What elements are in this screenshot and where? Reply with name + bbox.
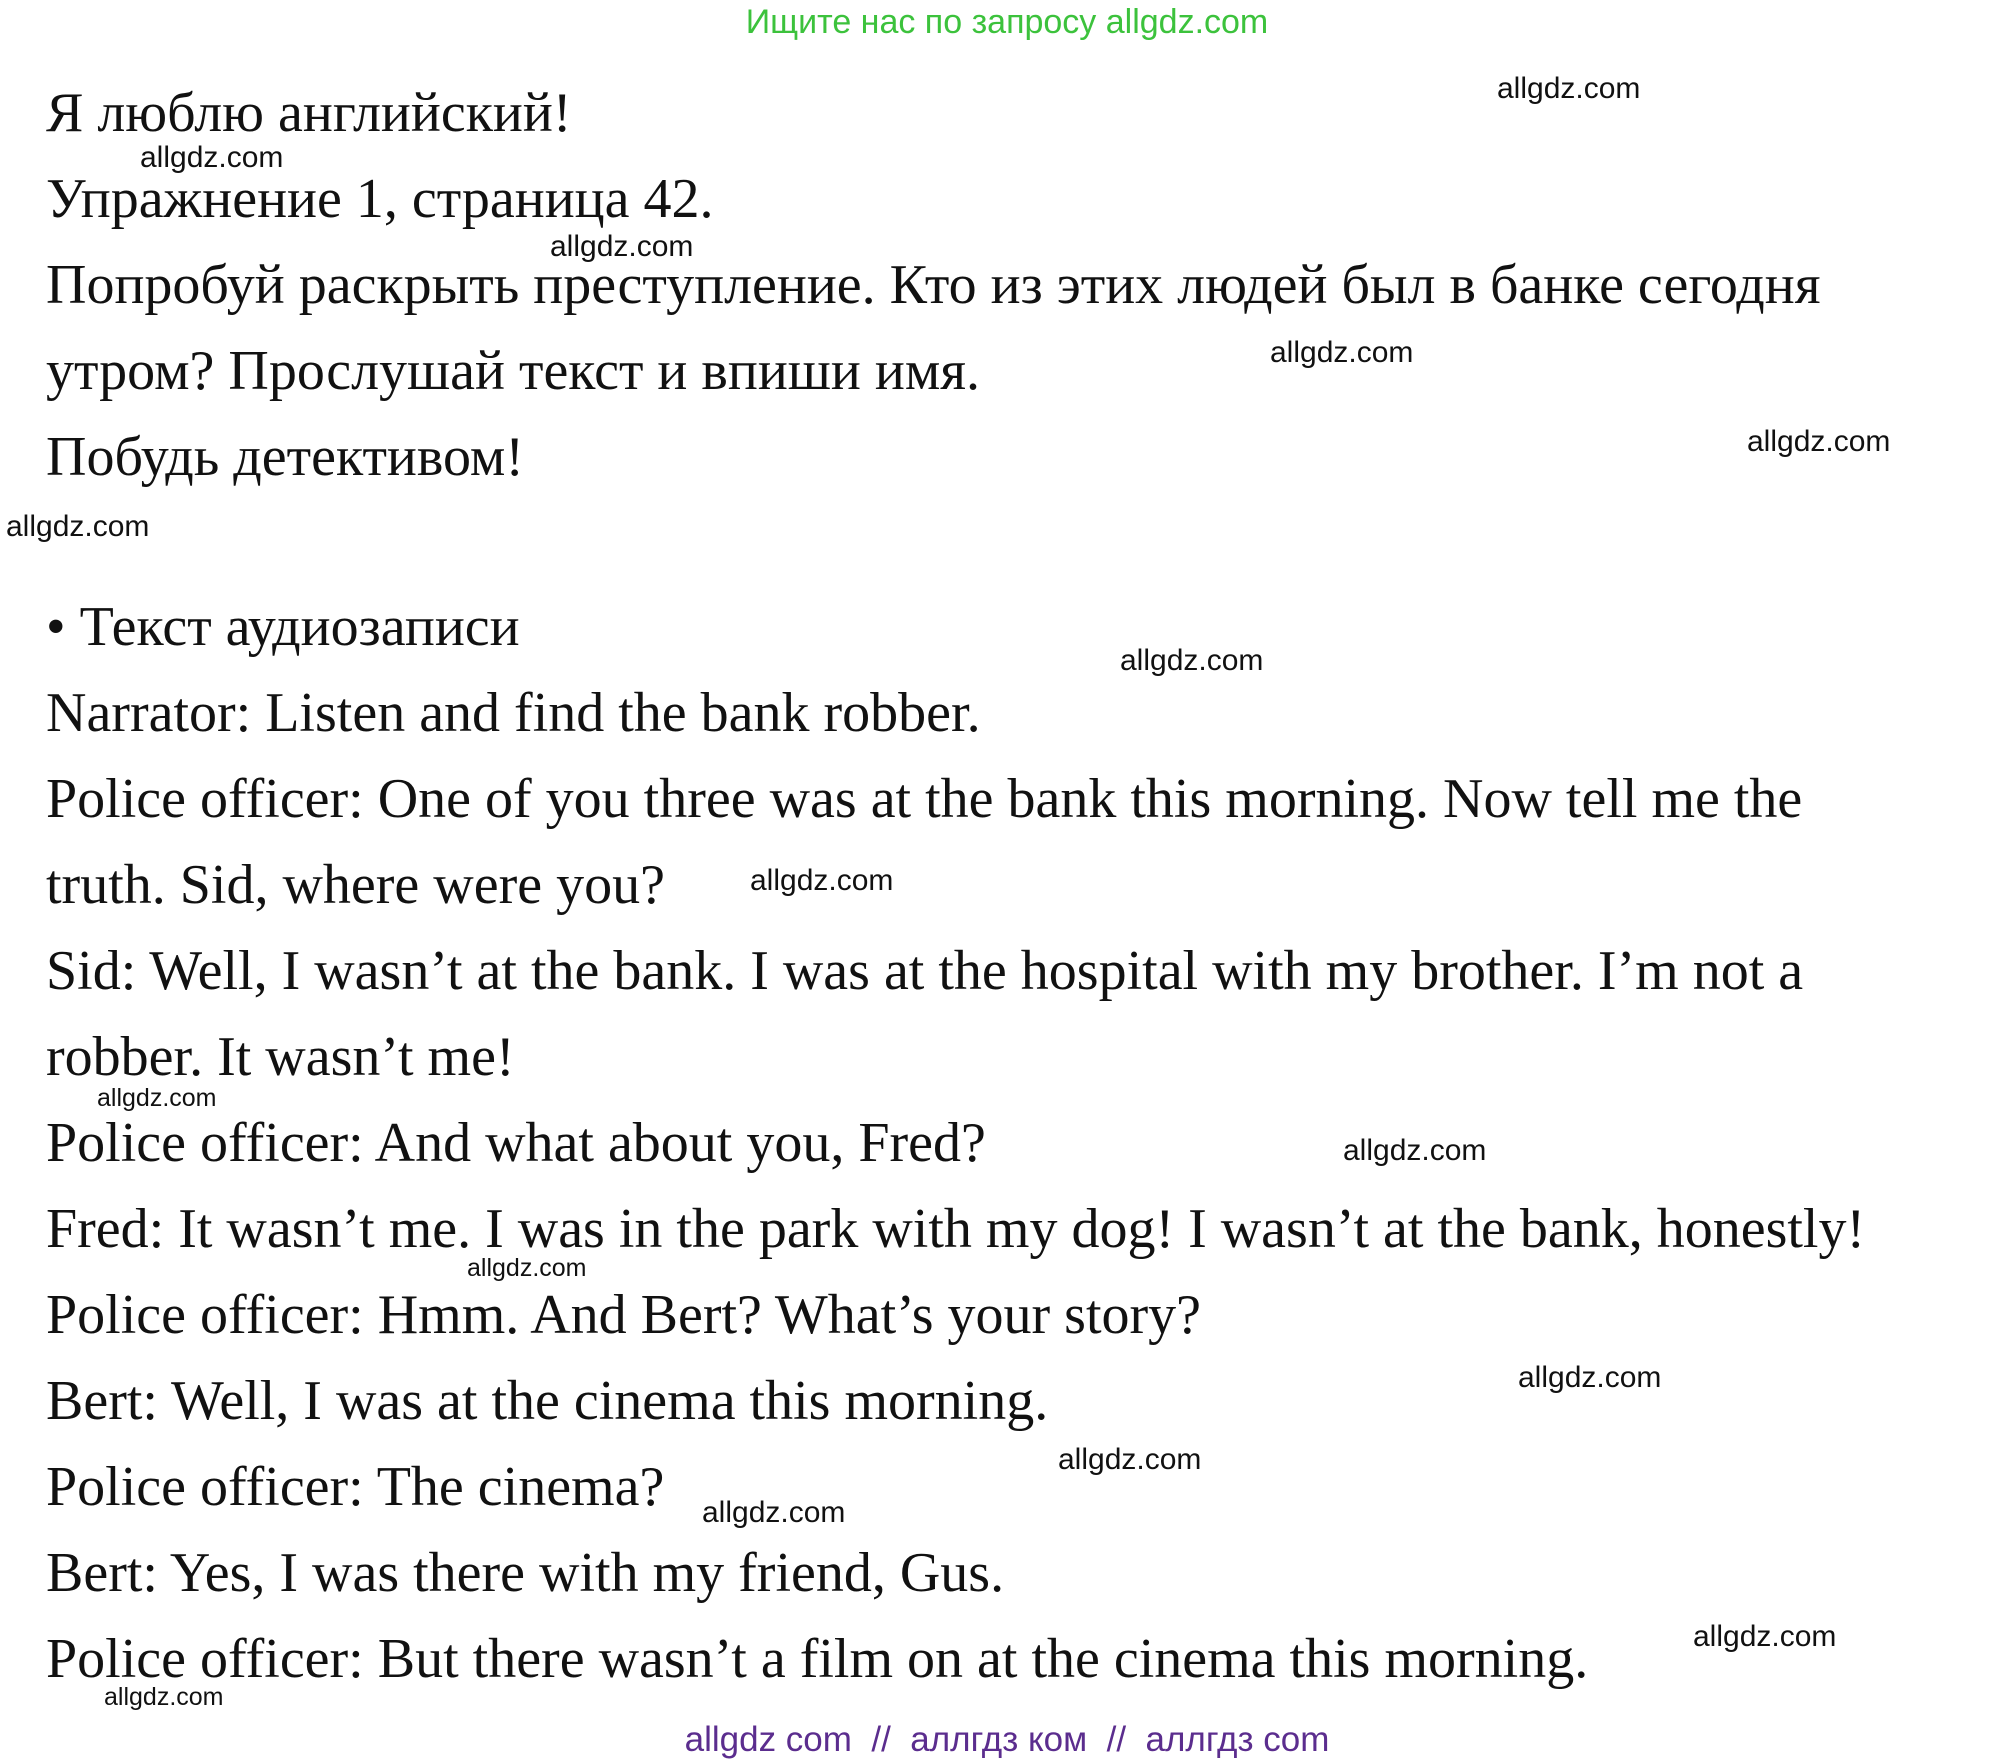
footer-links[interactable]: allgdz com // аллгдз ком // аллгдз com bbox=[684, 1720, 1330, 1759]
watermark: allgdz.com bbox=[140, 141, 284, 174]
transcript-line: Bert: Yes, I was there with my friend, Gus. bbox=[46, 1542, 1005, 1604]
watermark: allgdz.com bbox=[6, 510, 150, 543]
watermark: allgdz.com bbox=[1058, 1443, 1202, 1476]
watermark: allgdz.com bbox=[1518, 1361, 1662, 1394]
transcript-line: truth. Sid, where were you? bbox=[46, 854, 665, 916]
transcript-line: robber. It wasn’t me! bbox=[46, 1026, 515, 1088]
transcript-line: Police officer: One of you three was at the bank this morning. Now tell me the bbox=[46, 768, 1803, 830]
watermark: allgdz.com bbox=[467, 1254, 587, 1282]
transcript-line: Sid: Well, I wasn’t at the bank. I was at the hospital with my brother. I’m not a bbox=[46, 940, 1804, 1002]
transcript-header: • Текст аудиозаписи bbox=[46, 596, 520, 658]
transcript-line: Fred: It wasn’t me. I was in the park with my dog! I wasn’t at the bank, honestly! bbox=[46, 1198, 1866, 1260]
watermark: allgdz.com bbox=[1497, 72, 1641, 105]
transcript-line: Police officer: Hmm. And Bert? What’s your story? bbox=[46, 1284, 1202, 1346]
transcript-line: Police officer: And what about you, Fred? bbox=[46, 1112, 986, 1174]
watermark: allgdz.com bbox=[97, 1084, 217, 1112]
page-title: Я люблю английский! bbox=[46, 82, 572, 144]
task-instruction-line-2: утром? Прослушай текст и впиши имя. bbox=[46, 340, 981, 402]
watermark: allgdz.com bbox=[104, 1683, 224, 1711]
transcript-line: Narrator: Listen and find the bank robber. bbox=[46, 682, 981, 744]
task-instruction-line-3: Побудь детективом! bbox=[46, 426, 524, 488]
transcript-line: Police officer: The cinema? bbox=[46, 1456, 665, 1518]
transcript-line: Police officer: But there wasn’t a film on at the cinema this morning. bbox=[46, 1628, 1589, 1690]
exercise-number: Упражнение 1, страница 42. bbox=[46, 168, 714, 230]
task-instruction-line-1: Попробуй раскрыть преступление. Кто из этих людей был в банке сегодня bbox=[46, 254, 1821, 316]
watermark: allgdz.com bbox=[702, 1496, 846, 1529]
watermark: allgdz.com bbox=[1270, 336, 1414, 369]
watermark: allgdz.com bbox=[750, 864, 894, 897]
watermark: allgdz.com bbox=[1120, 644, 1264, 677]
top-banner[interactable]: Ищите нас по запросу allgdz.com bbox=[745, 3, 1269, 41]
watermark: allgdz.com bbox=[1343, 1134, 1487, 1167]
watermark: allgdz.com bbox=[1747, 425, 1891, 458]
watermark: allgdz.com bbox=[550, 230, 694, 263]
watermark: allgdz.com bbox=[1693, 1620, 1837, 1653]
transcript-line: Bert: Well, I was at the cinema this morning. bbox=[46, 1370, 1049, 1432]
